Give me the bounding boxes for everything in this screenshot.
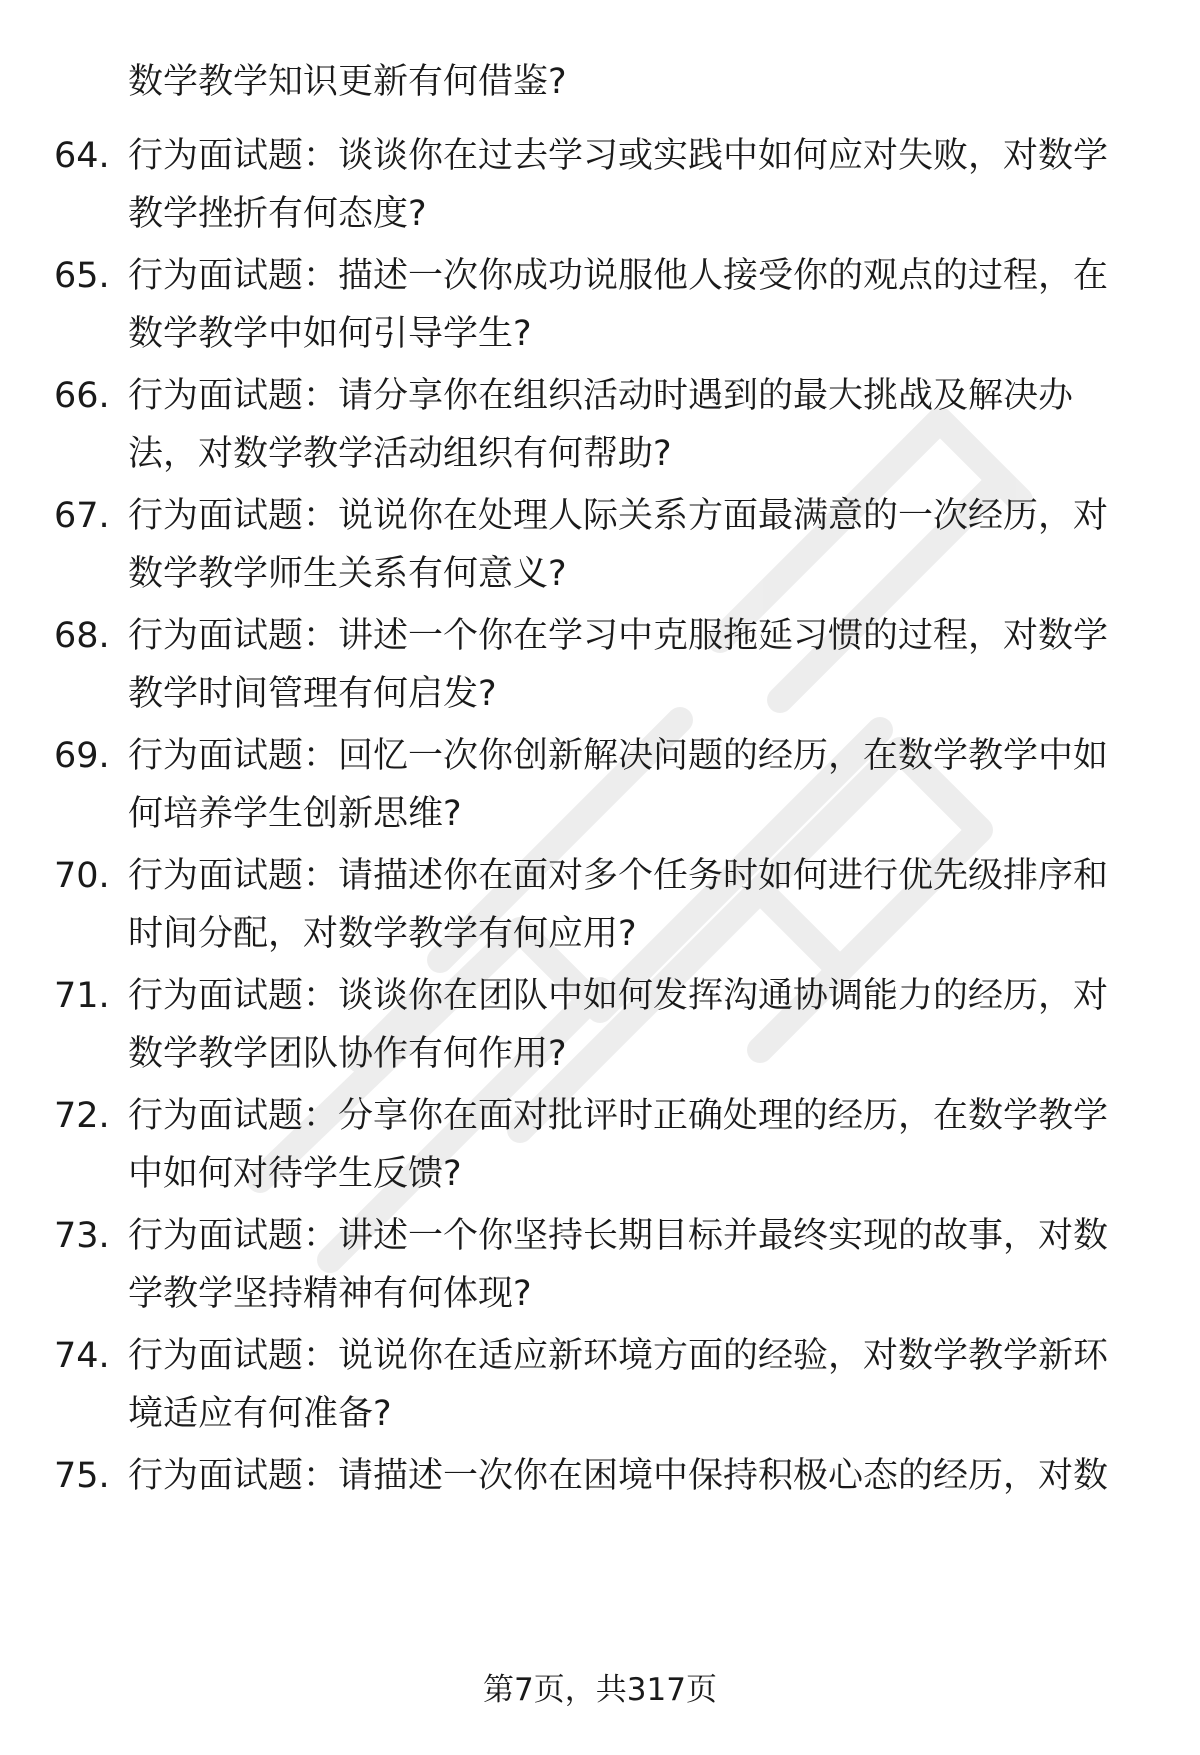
item-number: 66.: [54, 376, 110, 416]
item-number: 69.: [54, 736, 110, 776]
item-number: 65.: [54, 256, 110, 296]
item-number: 71.: [54, 976, 110, 1016]
item-text: 数学教学中如何引导学生?: [128, 314, 532, 354]
item-text: 行为面试题：说说你在处理人际关系方面最满意的一次经历，对: [128, 496, 1109, 536]
item-text: 行为面试题：讲述一个你在学习中克服拖延习惯的过程，对数学: [128, 616, 1109, 656]
item-text: 学教学坚持精神有何体现?: [128, 1274, 532, 1314]
item-text: 教学挫折有何态度?: [128, 194, 427, 234]
item-number: 72.: [54, 1096, 110, 1136]
item-text: 数学教学团队协作有何作用?: [128, 1034, 567, 1074]
item-number: 73.: [54, 1216, 110, 1256]
item-text: 数学教学师生关系有何意义?: [128, 554, 567, 594]
item-number: 74.: [54, 1336, 110, 1376]
item-number: 70.: [54, 856, 110, 896]
item-text: 中如何对待学生反馈?: [128, 1154, 462, 1194]
item-text: 数学教学知识更新有何借鉴?: [128, 62, 567, 102]
item-text: 行为面试题：回忆一次你创新解决问题的经历，在数学教学中如: [128, 736, 1109, 776]
item-text: 教学时间管理有何启发?: [128, 674, 497, 714]
item-text: 何培养学生创新思维?: [128, 794, 462, 834]
item-text: 行为面试题：请描述你在面对多个任务时如何进行优先级排序和: [128, 856, 1109, 896]
item-number: 67.: [54, 496, 110, 536]
item-number: 75.: [54, 1456, 110, 1496]
item-text: 法，对数学教学活动组织有何帮助?: [128, 434, 672, 474]
item-text: 行为面试题：谈谈你在团队中如何发挥沟通协调能力的经历，对: [128, 976, 1109, 1016]
item-text: 行为面试题：请描述一次你在困境中保持积极心态的经历，对数: [128, 1456, 1109, 1496]
item-text: 境适应有何准备?: [128, 1394, 392, 1434]
item-text: 行为面试题：讲述一个你坚持长期目标并最终实现的故事，对数: [128, 1216, 1109, 1256]
item-number: 68.: [54, 616, 110, 656]
item-text: 行为面试题：谈谈你在过去学习或实践中如何应对失败，对数学: [128, 136, 1109, 176]
item-number: 64.: [54, 136, 110, 176]
item-text: 行为面试题：说说你在适应新环境方面的经验，对数学教学新环: [128, 1336, 1109, 1376]
item-text: 行为面试题：请分享你在组织活动时遇到的最大挑战及解决办: [128, 376, 1074, 416]
page-footer: 第7页，共317页: [483, 1672, 717, 1708]
item-text: 行为面试题：分享你在面对批评时正确处理的经历，在数学教学: [128, 1096, 1109, 1136]
item-text: 行为面试题：描述一次你成功说服他人接受你的观点的过程，在: [128, 256, 1109, 296]
item-text: 时间分配，对数学教学有何应用?: [128, 914, 637, 954]
